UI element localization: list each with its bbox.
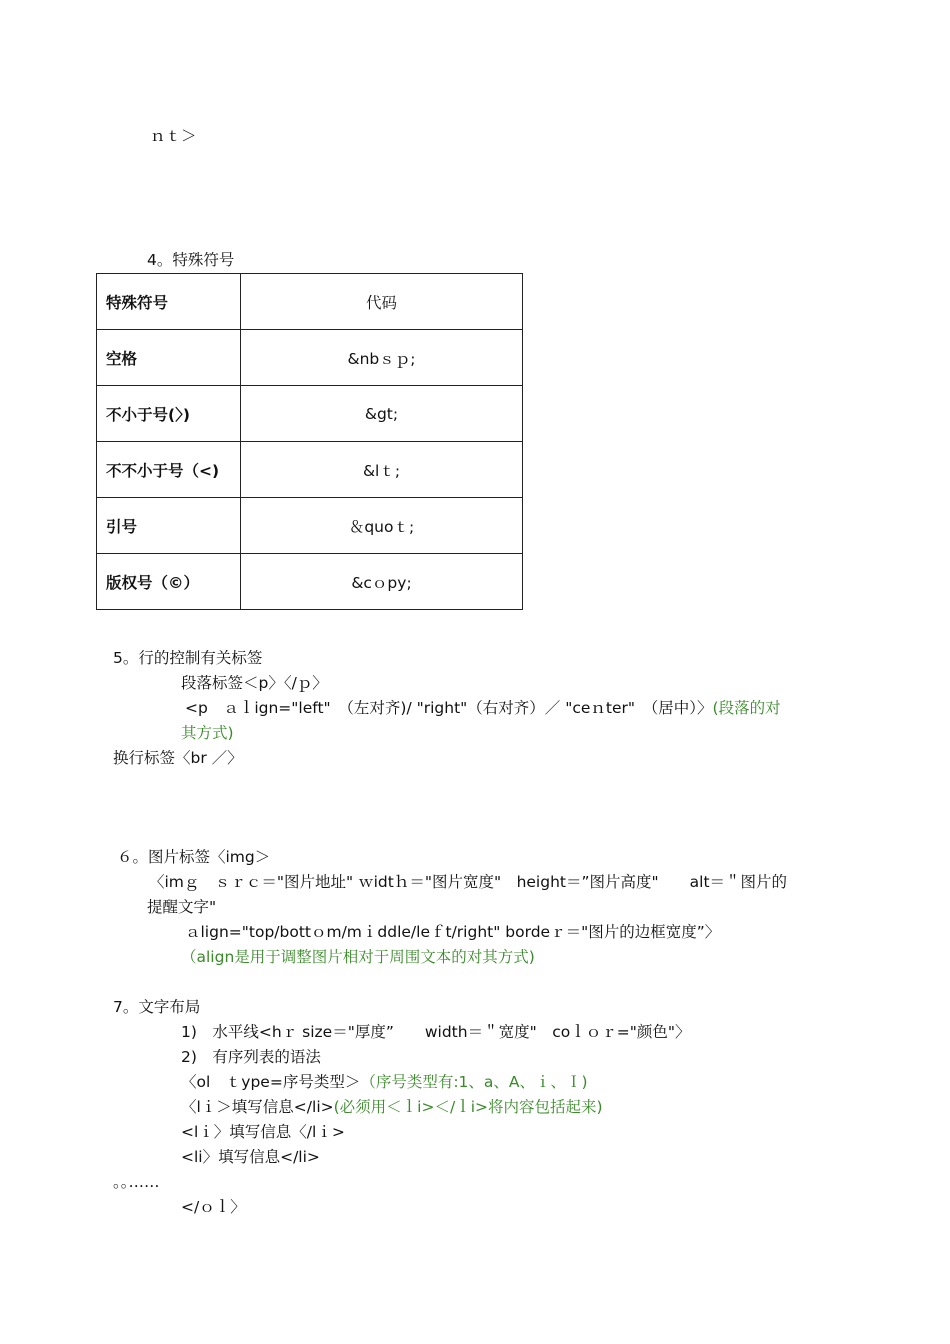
ordered-list-heading: 2) 有序列表的语法 bbox=[181, 1048, 321, 1066]
hr-line: 1) 水平线<hｒ size＝"厚度” width＝＂宽度" coｌｏｒ="颜色"〉 bbox=[181, 1023, 691, 1041]
ellipsis-line: ｡｡…… bbox=[113, 1173, 160, 1191]
li-line-2: <lｉ〉填写信息〈/lｉ> bbox=[181, 1123, 345, 1141]
img-tag-line: 〈imｇ ｓｒｃ＝"图片地址" ｗidtｈ＝"图片宽度" height＝”图片高度" alt＝＂图片的 bbox=[149, 873, 788, 891]
section-7-title: 7。文字布局 bbox=[113, 998, 201, 1016]
img-tag-line-cont: 提醒文字" bbox=[147, 898, 217, 916]
header-name-cell: 特殊符号 bbox=[97, 274, 241, 330]
ol-type-code: 〈ol ｔype=序号类型＞ bbox=[181, 1073, 361, 1091]
li-note: (必须用＜ｌi>＜/ｌi>将内容包括起来) bbox=[333, 1098, 603, 1116]
table-row bbox=[97, 554, 523, 610]
header-code-cell: 代码 bbox=[241, 274, 523, 330]
paragraph-align-code: <p ａｌign="left" （左对齐)/ "right"（右对齐）／ "ceｎter" （居中）〉 bbox=[185, 699, 713, 717]
ol-close-line: </ｏｌ〉 bbox=[181, 1198, 246, 1216]
symbol-name-cell: 不小于号(〉) bbox=[97, 386, 241, 442]
paragraph-align-note-cont: 其方式) bbox=[181, 724, 234, 742]
table-header-row bbox=[97, 274, 523, 330]
symbol-code-cell: ＆quoｔ; bbox=[241, 498, 523, 554]
top-fragment: ｎｔ＞ bbox=[150, 127, 197, 145]
section-5-title: 5。行的控制有关标签 bbox=[113, 649, 263, 667]
table-row bbox=[97, 386, 523, 442]
symbol-name-cell: 引号 bbox=[97, 498, 241, 554]
symbol-code-cell: &nbｓｐ; bbox=[241, 330, 523, 386]
symbol-code-cell: &lｔ; bbox=[241, 442, 523, 498]
table-row bbox=[97, 498, 523, 554]
section-6-title: ６。图片标签〈img＞ bbox=[117, 848, 271, 866]
li-code-1: 〈lｉ＞填写信息</li> bbox=[181, 1098, 334, 1116]
symbol-code-cell: &gt; bbox=[241, 386, 523, 442]
li-line-1 bbox=[181, 1096, 603, 1118]
paragraph-align-line bbox=[185, 697, 781, 719]
symbol-name-cell: 空格 bbox=[97, 330, 241, 386]
special-symbols-table bbox=[96, 273, 523, 610]
table-row bbox=[97, 330, 523, 386]
ol-type-line bbox=[181, 1071, 588, 1093]
section-4-title: 4。特殊符号 bbox=[147, 251, 235, 269]
ol-type-note: （序号类型有:1、a、A、ｉ、Ｉ) bbox=[360, 1073, 588, 1091]
paragraph-align-note: (段落的对 bbox=[712, 699, 781, 717]
symbol-name-cell: 不不小于号（<) bbox=[97, 442, 241, 498]
img-align-line: ａlign="top/bottｏm/mｉddle/leｆt/right" bordeｒ＝"图片的边框宽度”〉 bbox=[185, 923, 721, 941]
symbol-code-cell: &cｏpy; bbox=[241, 554, 523, 610]
paragraph-tag-line: 段落标签＜p〉〈/ｐ〉 bbox=[181, 674, 328, 692]
img-align-note: （align是用于调整图片相对于周围文本的对其方式) bbox=[181, 948, 535, 966]
symbol-name-cell: 版权号（©） bbox=[97, 554, 241, 610]
li-line-3: <li〉填写信息</li> bbox=[181, 1148, 320, 1166]
line-break-tag-line: 换行标签〈br ／〉 bbox=[113, 749, 243, 767]
table-row bbox=[97, 442, 523, 498]
